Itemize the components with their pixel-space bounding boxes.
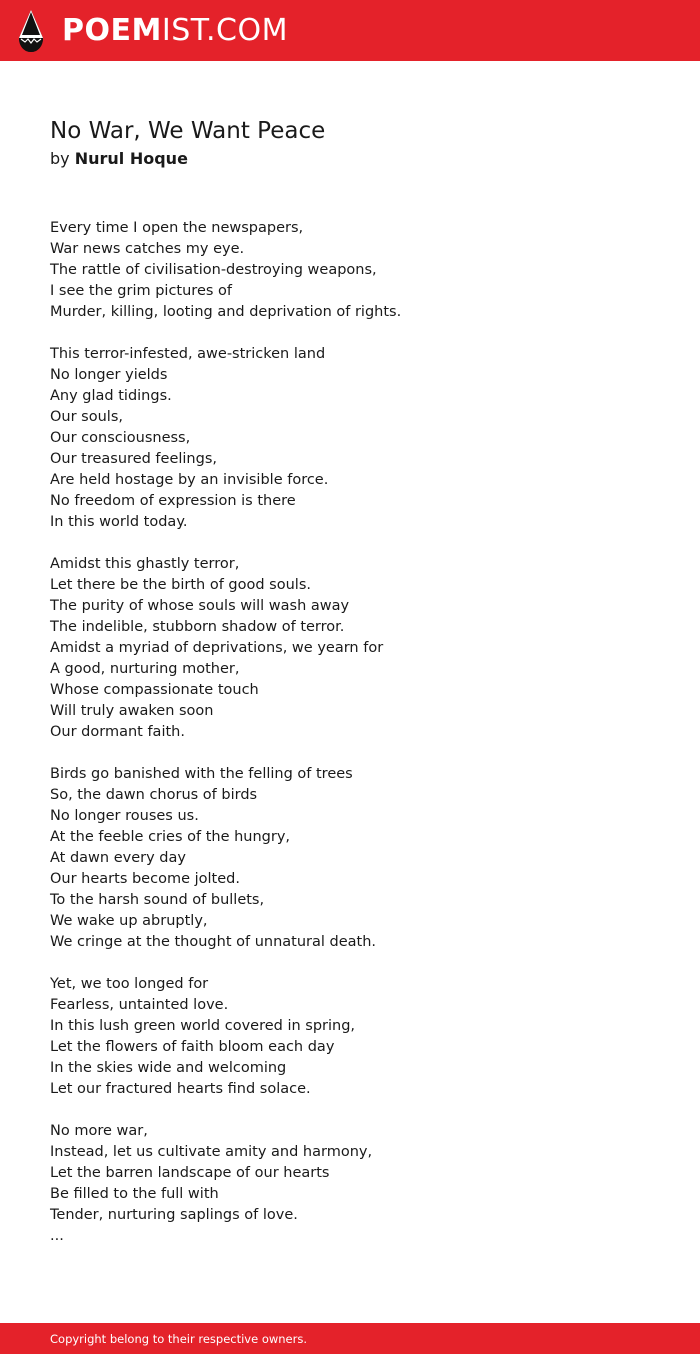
poem-line: Any glad tidings. (50, 388, 172, 404)
poem-line: ... (50, 1228, 64, 1244)
poem-line: No longer yields (50, 367, 168, 383)
logo-text-light: IST.COM (161, 13, 288, 48)
logo-text-strong: POEM (62, 13, 162, 48)
poem-line: At dawn every day (50, 850, 186, 866)
site-footer (0, 1323, 700, 1354)
poem-title: No War, We Want Peace (50, 118, 326, 144)
poem-line: This terror-infested, awe-stricken land (50, 346, 326, 362)
byline-label: by (50, 149, 70, 168)
poem-line: No freedom of expression is there (50, 493, 296, 509)
poem-line: Amidst this ghastly terror, (50, 556, 240, 572)
pen-nib-icon (16, 9, 46, 53)
poem-line: Birds go banished with the felling of trees (50, 766, 353, 782)
poem-line: No more war, (50, 1123, 148, 1139)
poem-line: No longer rouses us. (50, 808, 199, 824)
poem-line: Tender, nurturing saplings of love. (50, 1207, 298, 1223)
site-header (0, 0, 700, 61)
poem-stanza (50, 974, 650, 1100)
poem-line: Let the flowers of faith bloom each day (50, 1039, 335, 1055)
poem-byline (50, 148, 188, 170)
poem-line: In this world today. (50, 514, 188, 530)
poem-line: Let there be the birth of good souls. (50, 577, 311, 593)
poem-line: Be filled to the full with (50, 1186, 219, 1202)
poem-line: Our dormant faith. (50, 724, 185, 740)
poem-line: A good, nurturing mother, (50, 661, 240, 677)
poem-line: Are held hostage by an invisible force. (50, 472, 329, 488)
poem-line: We cringe at the thought of unnatural death. (50, 934, 377, 950)
copyright-notice: Copyright belong to their respective owners. (50, 1332, 308, 1346)
site-logo-link[interactable] (16, 8, 288, 54)
poem-line: Fearless, untainted love. (50, 997, 229, 1013)
poem-line: In the skies wide and welcoming (50, 1060, 287, 1076)
poem-line: Let our fractured hearts find solace. (50, 1081, 311, 1097)
poem-line: Yet, we too longed for (50, 976, 209, 992)
poem-line: The rattle of civilisation-destroying weapons, (50, 262, 377, 278)
poem-line: Whose compassionate touch (50, 682, 259, 698)
poem-line: In this lush green world covered in spring, (50, 1018, 356, 1034)
poem-line: I see the grim pictures of (50, 283, 233, 299)
poem-line: Every time I open the newspapers, (50, 220, 304, 236)
poem-line: So, the dawn chorus of birds (50, 787, 258, 803)
poem-line: The indelible, stubborn shadow of terror. (50, 619, 345, 635)
poem-stanza (50, 1121, 650, 1247)
poem-stanza (50, 554, 650, 743)
poem-line: Our treasured feelings, (50, 451, 217, 467)
poem-line: Amidst a myriad of deprivations, we yearn for (50, 640, 384, 656)
poem-stanza (50, 344, 650, 533)
poem-line: We wake up abruptly, (50, 913, 208, 929)
site-logo-text (62, 13, 288, 48)
poem-line: At the feeble cries of the hungry, (50, 829, 291, 845)
poem-line: War news catches my eye. (50, 241, 245, 257)
poem-line: The purity of whose souls will wash away (50, 598, 350, 614)
poem-line: Our consciousness, (50, 430, 191, 446)
poem-body (50, 218, 650, 1268)
poem-line: Our hearts become jolted. (50, 871, 240, 887)
poem-stanza (50, 764, 650, 953)
poem-line: Will truly awaken soon (50, 703, 214, 719)
poem-stanza (50, 218, 650, 323)
poem-line: Let the barren landscape of our hearts (50, 1165, 330, 1181)
poem-line: To the harsh sound of bullets, (50, 892, 265, 908)
poem-line: Our souls, (50, 409, 123, 425)
poem-line: Instead, let us cultivate amity and harmony, (50, 1144, 373, 1160)
author-link[interactable]: Nurul Hoque (74, 149, 188, 168)
poem-line: Murder, killing, looting and deprivation of rights. (50, 304, 402, 320)
